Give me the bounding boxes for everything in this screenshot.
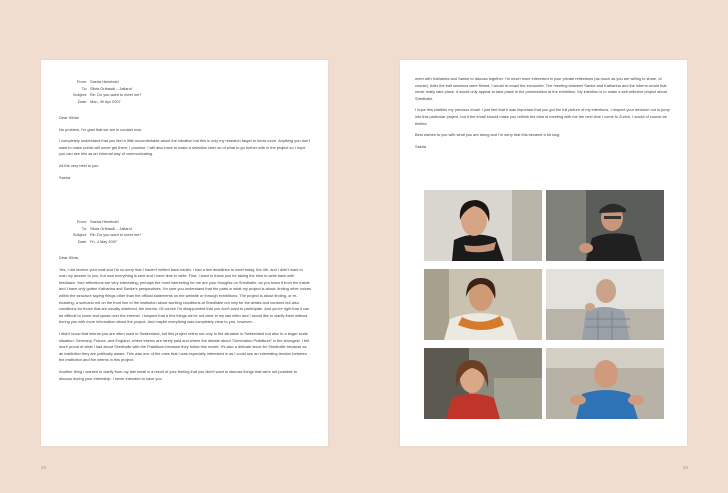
email-paragraph: I hope this clarifies my previous email. I just feel that it was important that you got the full picture of my intentions. I respect your decision not to jump into this particular project, but if the email should make you rethink the idea of meeting with me the next time I come to Zurich, I would of course be thrilled.: [415, 107, 670, 126]
email-signature: Sasha: [415, 143, 427, 149]
email-closing: Best wishes to you with what you are doing and I'm sorry that this became a bit long.: [415, 132, 561, 138]
portrait-photo: [424, 269, 542, 340]
email-paragraph: Yes, I did receive your mail and I'm so sorry that I haven't written back earlier. I had a few deadlines to meet today, the 4th, and I didn't want to rush my answer to you, but now everything is sent and I have time to write. First, I want to thank you for taking the time to write back with feedback. Your reflections are very interesting; perhaps the most interesting for me are your thoughts on Shedhalle, as you know it from the inside and I have only gotten Katharina and Sønke's perspectives. I'm sure you understand that the parts in what my project is about: finding other voices within the structure saying things other than the official statements on the website or through exhibitions. The project is about finding, or re-enacting, a scenario not on the front line of the institution about working conditions at Shedhalle not only for the artists and curators but also conditions for those that are usually sidelined, the interns. Of course I'm disappointed that you don't want to participate. And you're right that it can be difficult to come and speak over the internet. I suspect that a few things we've not clear in my last letter and I would like to clarify them without boring you with more information about the project. And maybe everything was completely clear to you, however...: [59, 266, 311, 325]
email-header-from: From: Sasha Helmbold: [76, 219, 119, 224]
email-2-body: [59, 255, 311, 387]
email-1-body: [59, 115, 311, 186]
page-number-right: 88: [683, 465, 689, 470]
email-continuation: [415, 76, 673, 155]
email-2-headers: [59, 219, 199, 245]
email-salutation: Dear Silvia!: [59, 115, 79, 120]
email-closing: All the very best to you: [59, 162, 99, 168]
email-1-headers: [59, 79, 199, 105]
email-signature: Sasha: [59, 174, 71, 180]
portrait-photo: [546, 190, 664, 261]
photo-grid: [415, 190, 673, 423]
email-header-to: To: Silvia Gribaudi – Jalland: [81, 85, 132, 91]
email-paragraph: I completely understand that you feel a little uncomfortable about the situation but this is only my research target to know more. Anything you don't want to make public will never get there, I promise. I will also have to make a selection later on of what to go further with in the project so I hope you can see this as an informal way of communicating.: [59, 138, 310, 157]
email-salutation: Dear Silvia,: [59, 255, 79, 260]
portrait-photo: [546, 348, 664, 419]
portrait-photo: [424, 190, 542, 261]
right-page: [400, 60, 687, 446]
portrait-photo: [424, 348, 542, 419]
email-paragraph: I didn't know that interns you are often used in Switzerland, but this project refers not only to the situation in Switzerland but also to a larger scale situation: Germany, France, and England, where interns are rarely paid and where the debate about "Generation Praktikum" is the strongest. I felt more proud of what I had about Shedhalle with the Praktikum because they follow this model. It's also a delicate issue for Shedhalle because as an institution they are politically aware. This was one of the ones that I was especially interested in as I could see an interesting tension between the institution and the interns in this project.: [59, 330, 310, 363]
email-header-subject: Subject: Re: Do you want to meet me?: [72, 92, 142, 98]
email-paragraph: No problem, I'm glad that we are in contact now.: [59, 126, 142, 132]
email-paragraph: meet with Katharina and Sønke to discuss together. I'm much more interested in your private reflections (as much as you are willing to share, of course). After the edit sessions were filmed, I would re-enact the encounter. The meeting between Sønke and Katharina and the interns would that never really take place, it would only appear to take place in the presentation at the exhibition. My intention is to make a self-reflexive project about Shedhalle.: [415, 76, 667, 101]
page-number-left: 88: [41, 465, 47, 470]
portrait-photo: [546, 269, 664, 340]
email-header-subject: Subject: Re: Do you want to meet me?: [72, 232, 142, 238]
left-page: [41, 60, 328, 446]
email-header-date: Date: Mon, 30 Apr 2007: [77, 98, 121, 104]
email-header-to: To: Silvia Gribaudi – Jalland: [81, 225, 132, 231]
email-header-from: From: Sasha Helmbold: [76, 79, 119, 84]
email-header-date: Date: Fri, 4 May 2007: [77, 238, 118, 244]
email-paragraph: Another thing I wanted to clarify from my last email is a result of your feeling that you didn't want to discuss things that were not possible to discuss during your internship. I never intended to have you: [59, 368, 297, 381]
